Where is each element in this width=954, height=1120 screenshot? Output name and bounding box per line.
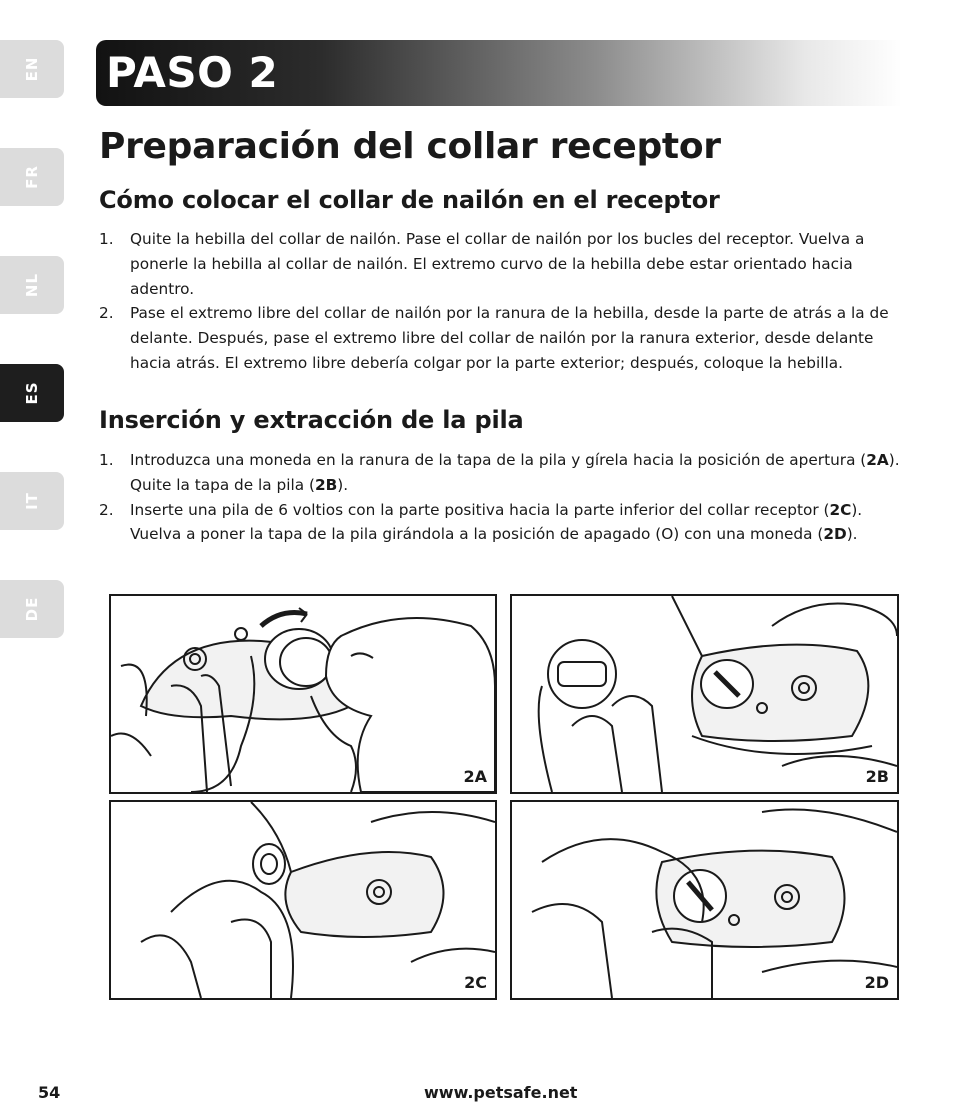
figure-2b — [510, 594, 899, 794]
step-banner — [96, 40, 902, 106]
list-item: 2. Inserte una pila de 6 voltios con la parte positiva hacia la parte inferior del collar receptor (2C). Vuelva a poner la tapa de la pila girándola a la posición de apagado (O) con una moneda (2D). — [99, 500, 863, 544]
lang-tab-it[interactable]: IT — [0, 472, 64, 530]
figure-2d — [510, 800, 899, 1000]
lang-tab-de[interactable]: DE — [0, 580, 64, 638]
section2-list — [99, 448, 901, 547]
section1-list — [99, 227, 901, 376]
section1-heading: Cómo colocar el collar de nailón en el receptor — [99, 186, 720, 214]
list-item: 2. Pase el extremo libre del collar de nailón por la ranura de la hebilla, desde la parte de atrás a la de delante. Después, pase el extremo libre del collar de nailón por la ranura exterior, desde delante hacia atrás. El extremo libre debería colgar por la parte exterior; después, coloque la hebilla. — [99, 304, 889, 372]
figure-label: 2A — [463, 767, 487, 786]
section2-heading: Inserción y extracción de la pila — [99, 406, 524, 434]
lang-tab-nl[interactable]: NL — [0, 256, 64, 314]
figure-ref: 2B — [314, 475, 338, 494]
page-title: Preparación del collar receptor — [99, 126, 721, 167]
website-link[interactable]: www.petsafe.net — [424, 1083, 578, 1102]
lang-tab-es[interactable]: ES — [0, 364, 64, 422]
figure-2c — [109, 800, 497, 1000]
illustration-cover-removed — [512, 596, 897, 792]
step-title: PASO 2 — [106, 48, 279, 97]
figure-label: 2B — [865, 767, 889, 786]
illustration-close-cover — [512, 802, 897, 998]
figure-ref: 2D — [823, 525, 847, 544]
illustration-hand-turning-cover — [111, 596, 495, 792]
figure-ref: 2A — [866, 451, 889, 469]
figure-label: 2C — [464, 973, 487, 992]
lang-tab-en[interactable]: EN — [0, 40, 64, 98]
page-number: 54 — [38, 1083, 61, 1102]
illustration-insert-battery — [111, 802, 495, 998]
figure-2a — [109, 594, 497, 794]
list-item: 1. Quite la hebilla del collar de nailón. Pase el collar de nailón por los bucles del receptor. Vuelva a ponerle la hebilla al collar de nailón. El extremo curvo de la hebilla debe estar orientado hacia adentro. — [99, 230, 865, 298]
figure-label: 2D — [864, 973, 889, 992]
list-item: 1. Introduzca una moneda en la ranura de la tapa de la pila y gírela hacia la posición de apertura (2A). Quite la tapa de la pila (2B). — [99, 451, 900, 494]
figure-ref: 2C — [829, 500, 852, 519]
lang-tab-fr[interactable]: FR — [0, 148, 64, 206]
